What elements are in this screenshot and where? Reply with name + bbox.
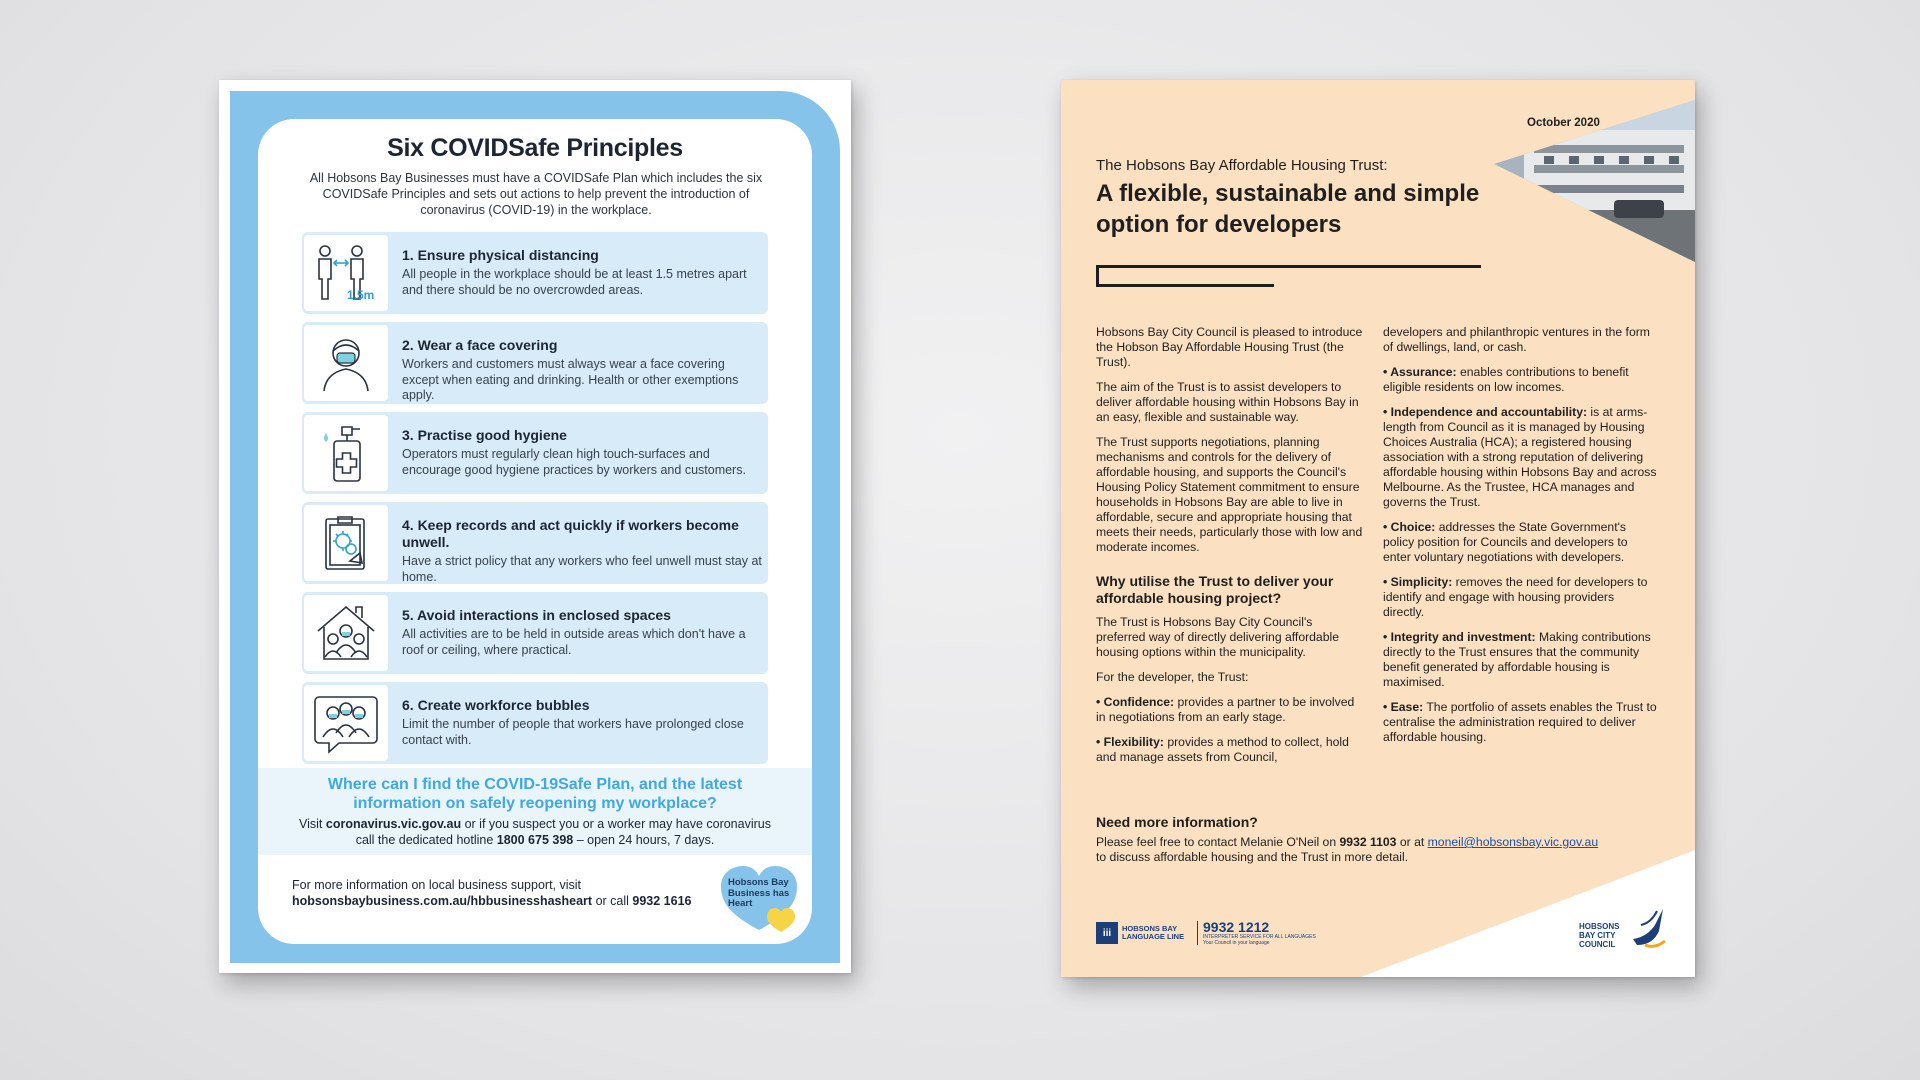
principle-body: All people in the workplace should be at least 1.5 metres apart and there should be no overcrowded areas. — [402, 267, 747, 297]
flyer-blue-frame — [230, 91, 840, 963]
hotline-number: 1800 675 398 — [496, 832, 574, 847]
clipboard-virus-icon — [304, 505, 388, 581]
principle-body: Limit the number of people that workers have prolonged close contact with. — [402, 717, 744, 747]
principle-body: Have a strict policy that any workers who feel unwell must stay at home. — [402, 554, 762, 584]
bullet-item: • Assurance: enables contributions to benefit eligible residents on low incomes. — [1383, 365, 1629, 394]
paragraph: The aim of the Trust is to assist developers to deliver affordable housing within Hobsons Bay in an easy, flexible and sustainable way. — [1096, 380, 1359, 424]
language-line-details: 9932 1212 INTERPRETER SERVICE FOR ALL LANGUAGES Your Council in your language — [1203, 919, 1316, 946]
house-people-icon — [304, 595, 388, 671]
language-line-icon: iii — [1096, 922, 1118, 944]
physical-distancing-icon — [304, 235, 388, 311]
support-phone: 9932 1616 — [632, 894, 692, 908]
paragraph: developers and philanthropic ventures in the form of dwellings, land, or cash. — [1383, 325, 1650, 354]
flyer-title: Six COVIDSafe Principles — [387, 134, 683, 162]
pelican-logo-icon — [1629, 905, 1669, 955]
contact-phone: 9932 1103 — [1339, 835, 1397, 849]
paragraph: The Trust is Hobsons Bay City Council's preferred way of directly delivering affordable housing options within the municipality. — [1096, 615, 1339, 659]
flyer-headline: A flexible, sustainable and simple option for developers — [1096, 180, 1480, 238]
bullet-item: • Flexibility: provides a method to collect, hold and manage assets from Council, — [1096, 735, 1349, 764]
principle-title: 5. Avoid interactions in enclosed spaces — [402, 607, 671, 623]
text-column-right — [1383, 325, 1658, 755]
principle-body: All activities are to be held in outside areas which don't have a roof or ceiling, where practical. — [402, 627, 746, 657]
bullet-item: • Independence and accountability: is at arms-length from Council as it is managed by Housing Choices Australia (HCA); a registered housing association with a strong reputation of delivering affordable housing within Hobsons Bay and across Melbourne. As the Trustee, HCA manages and governs the Trust. — [1383, 405, 1657, 509]
workforce-bubble-icon — [304, 685, 388, 761]
contact-email-link[interactable]: moneil@hobsonsbay.vic.gov.au — [1427, 835, 1599, 849]
distance-label: 1.5m — [347, 288, 375, 302]
principle-item — [302, 502, 768, 584]
principle-body: Operators must regularly clean high touch-surfaces and encourage good hygiene practices by workers and customers. — [402, 447, 746, 477]
paragraph: For the developer, the Trust: — [1096, 670, 1249, 684]
language-line-phone: 9932 1212 — [1203, 919, 1270, 935]
flyer-intro: All Hobsons Bay Businesses must have a COVIDSafe Plan which includes the six COVIDSafe Principles and sets out actions to help prevent the introduction of coronavirus (COVID-19) in the workplace. — [309, 171, 763, 217]
council-logo — [1579, 905, 1679, 960]
principle-title: 4. Keep records and act quickly if workers become unwell. — [402, 517, 739, 550]
paragraph: The Trust supports negotiations, planning mechanisms and controls for the delivery of affordable housing, and supports the Council's Housing Policy Statement commitment to ensure households in Hobsons Bay are able to live in affordable, secure and appropriate housing that meets their needs, particularly those with low and moderate incomes. — [1096, 435, 1363, 554]
bullet-item: • Integrity and investment: Making contributions directly to the Trust ensures that the community benefit generated by affordable housing is maximised. — [1383, 630, 1651, 689]
flyer-card — [258, 119, 812, 944]
contact-section: Need more information? Please feel free to contact Melanie O'Neil on 9932 1103 or at moneil@hobsonsbay.vic.gov.au to discuss affordable housing and the Trust in more detail. — [1096, 815, 1656, 865]
principle-body: Workers and customers must always wear a face covering except when eating and drinking. Health or other exemptions apply. — [402, 357, 739, 402]
coronavirus-link: coronavirus.vic.gov.au — [325, 817, 462, 831]
language-line-logo — [1096, 921, 1316, 945]
principle-title: 3. Practise good hygiene — [402, 427, 567, 443]
info-section — [258, 768, 812, 855]
principle-item — [302, 232, 768, 314]
business-support-info: For more information on local business support, visit hobsonsbaybusiness.com.au/hbbusinesshasheart or call 9932 1616 — [292, 877, 712, 909]
badge-text: Hobsons Bay Business has Heart — [728, 877, 790, 909]
language-line-name: HOBSONS BAY LANGUAGE LINE — [1122, 924, 1185, 941]
bullet-item: • Simplicity: removes the need for developers to identify and engage with housing providers directly. — [1383, 575, 1648, 619]
flyer-subtitle: The Hobsons Bay Affordable Housing Trust: — [1096, 157, 1388, 174]
principle-title: 6. Create workforce bubbles — [402, 697, 590, 713]
bullet-item: • Choice: addresses the State Government's policy position for Councils and developers to enter voluntary negotiations with developers. — [1383, 520, 1628, 564]
principle-item — [302, 412, 768, 494]
text-column-left — [1096, 325, 1363, 775]
info-question: Where can I find the COVID-19Safe Plan, and the latest information on safely reopening my workplace? — [327, 776, 743, 812]
publication-date: October 2020 — [1527, 117, 1600, 129]
principle-item — [302, 322, 768, 404]
business-has-heart-badge — [719, 864, 799, 934]
covidsafe-flyer — [219, 80, 851, 973]
support-url: hobsonsbaybusiness.com.au/hbbusinesshasheart — [292, 894, 593, 908]
support-line: For more information on local business support, visit — [292, 878, 582, 892]
hand-sanitiser-icon — [304, 415, 388, 491]
bullet-item: • Confidence: provides a partner to be involved in negotiations from an early stage. — [1096, 695, 1355, 724]
section-heading: Why utilise the Trust to deliver your affordable housing project? — [1096, 573, 1334, 606]
bullet-item: • Ease: The portfolio of assets enables the Trust to centralise the administration required to deliver affordable housing. — [1383, 700, 1657, 744]
principle-title: 2. Wear a face covering — [402, 337, 558, 353]
principle-item — [302, 682, 768, 764]
housing-trust-flyer — [1061, 80, 1695, 977]
face-mask-person-icon — [304, 325, 388, 401]
contact-suffix: to discuss affordable housing and the Trust in more detail. — [1096, 850, 1409, 864]
principle-title: 1. Ensure physical distancing — [402, 247, 599, 263]
principle-item — [302, 592, 768, 674]
paragraph: Hobsons Bay City Council is pleased to introduce the Hobson Bay Affordable Housing Trust (the Trust). — [1096, 325, 1363, 369]
info-answer: Visit coronavirus.vic.gov.au or if you suspect you or a worker may have coronavirus call the dedicated hotline 1800 675 398 – open 24 hours, 7 days. — [299, 817, 771, 847]
contact-heading: Need more information? — [1096, 814, 1258, 830]
council-name: HOBSONS BAY CITY COUNCIL — [1579, 922, 1620, 949]
divider — [1197, 921, 1198, 945]
decorative-bracket — [1096, 267, 1274, 287]
